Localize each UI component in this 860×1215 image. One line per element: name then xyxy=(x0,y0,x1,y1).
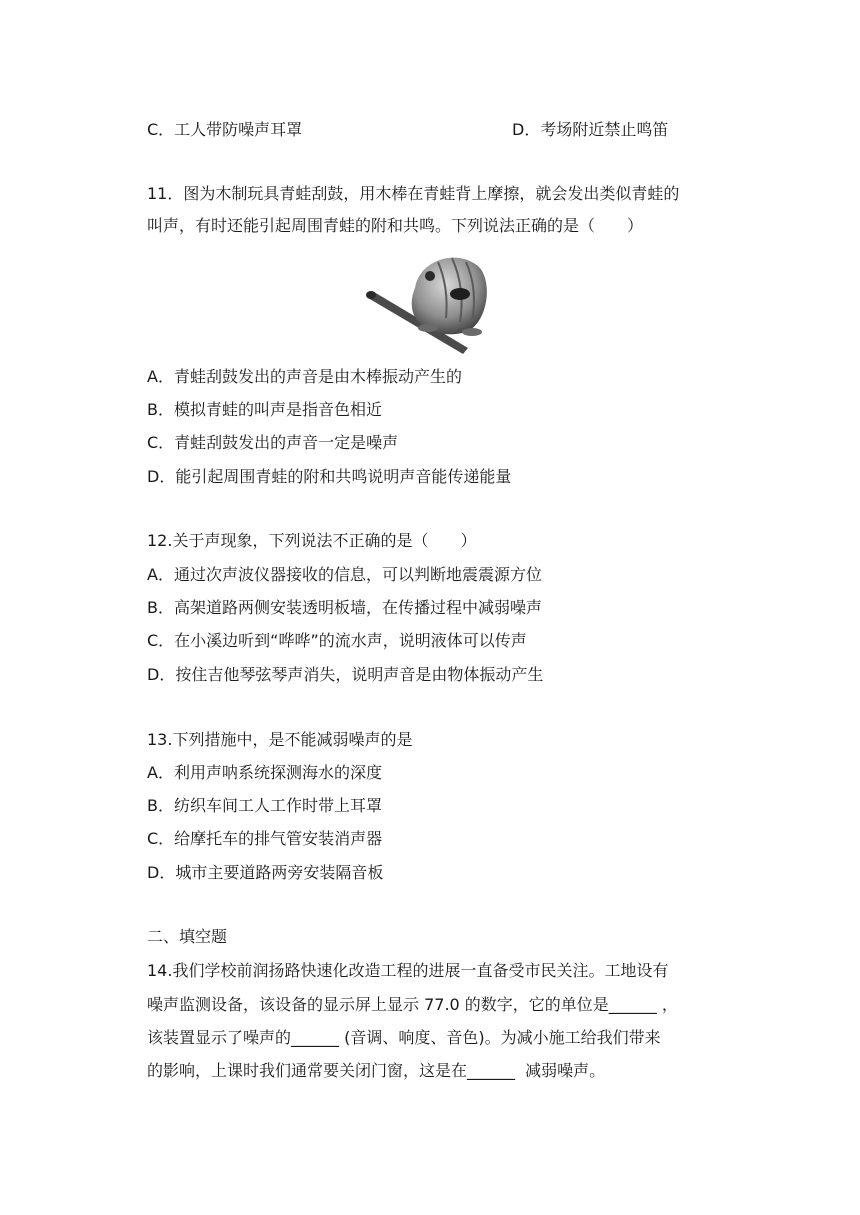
q10-option-c: C．工人带防噪声耳罩 xyxy=(147,120,303,139)
q12-option-d: D．按住吉他琴弦琴声消失，说明声音是由物体振动产生 xyxy=(147,665,544,684)
q13-option-b: B．纺织车间工人工作时带上耳罩 xyxy=(147,796,382,815)
q11-option-c: C．青蛙刮鼓发出的声音一定是噪声 xyxy=(147,433,399,452)
q11-option-d: D．能引起周围青蛙的附和共鸣说明声音能传递能量 xyxy=(147,467,512,486)
q13-option-c: C．给摩托车的排气管安装消声器 xyxy=(147,829,383,848)
q14-line3: 该装置显示了噪声的______ (音调、响度、音色)。为减小施工给我们带来 xyxy=(147,1028,661,1047)
q12-option-c: C．在小溪边听到“哗哗”的流水声，说明液体可以传声 xyxy=(147,631,527,650)
q14-line2: 噪声监测设备，该设备的显示屏上显示 77.0 的数字，它的单位是______ ， xyxy=(147,995,678,1014)
q14-line4: 的影响，上课时我们通常要关闭门窗，这是在______ 减弱噪声。 xyxy=(147,1061,606,1080)
q12-stem: 12.关于声现象，下列说法不正确的是（ ） xyxy=(147,531,477,550)
section-heading-fill-in: 二、填空题 xyxy=(147,927,228,946)
q12-option-a: A．通过次声波仪器接收的信息，可以判断地震震源方位 xyxy=(147,565,542,584)
q14-line1: 14.我们学校前润扬路快速化改造工程的进展一直备受市民关注。工地设有 xyxy=(147,961,669,980)
q11-option-a: A．青蛙刮鼓发出的声音是由木棒振动产生的 xyxy=(147,367,462,386)
q12-option-b: B．高架道路两侧安装透明板墙，在传播过程中减弱噪声 xyxy=(147,598,542,617)
frog-scraper-toy-image xyxy=(360,248,490,358)
q13-option-a: A．利用声呐系统探测海水的深度 xyxy=(147,763,382,782)
q11-stem-line1: 11．图为木制玩具青蛙刮鼓，用木棒在青蛙背上摩擦，就会发出类似青蛙的 xyxy=(147,184,680,203)
q10-option-d: D．考场附近禁止鸣笛 xyxy=(512,120,669,139)
q11-stem-line2: 叫声，有时还能引起周围青蛙的附和共鸣。下列说法正确的是（ ） xyxy=(147,216,644,235)
q13-option-d: D．城市主要道路两旁安装隔音板 xyxy=(147,863,384,882)
q11-option-b: B．模拟青蛙的叫声是指音色相近 xyxy=(147,400,382,419)
q13-stem: 13.下列措施中，是不能减弱噪声的是 xyxy=(147,730,413,749)
